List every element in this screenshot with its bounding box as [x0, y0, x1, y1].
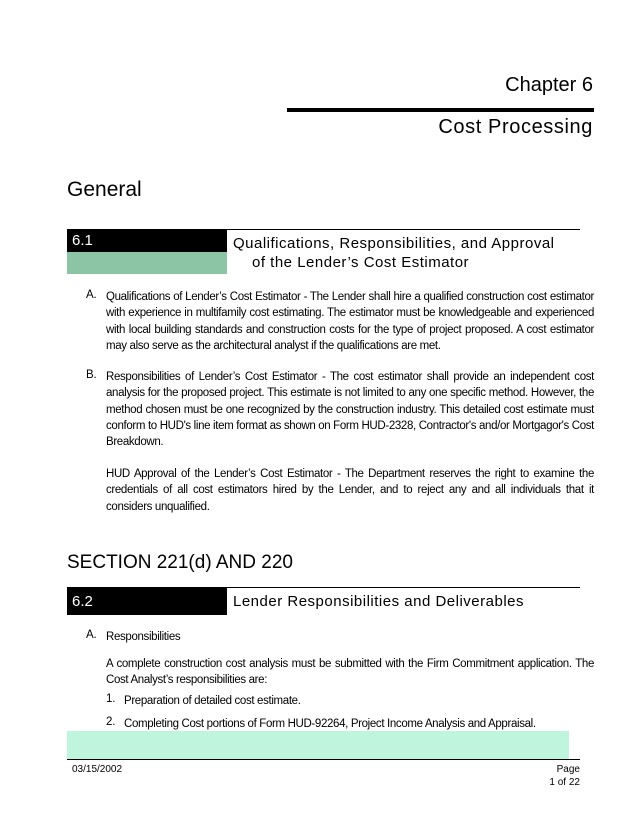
hud-approval-paragraph: HUD Approval of the Lender’s Cost Estimator - The Department reserves the right to examine the credentials of all cost estimators hired by the Lender, and to reject any and all individuals that it considers unqualified. [106, 468, 594, 513]
footer-date: 03/15/2002 [72, 764, 123, 775]
chapter-divider [287, 108, 594, 112]
chapter-number: Chapter 6 [505, 74, 593, 96]
step-2-marker: 2. [106, 716, 116, 728]
footer-page-label: Page [556, 764, 580, 775]
section-6-1-number: 6.1 [67, 230, 227, 252]
step-1-text: Preparation of detailed cost estimate. [124, 695, 301, 707]
section-6-1-title-line1: Qualifications, Responsibilities, and Approval [233, 235, 555, 252]
bottom-green-bar [67, 731, 569, 759]
responsibilities-intro: A complete construction cost analysis must be submitted with the Firm Commitment application. The Cost Analyst’s responsibilities are: [106, 658, 594, 687]
item-a-marker-6-2: A. [86, 629, 97, 641]
footer-page-count: 1 of 22 [549, 777, 580, 788]
step-1-marker: 1. [106, 693, 116, 705]
chapter-title: Cost Processing [438, 116, 593, 138]
section-heading: SECTION 221(d) AND 220 [67, 552, 293, 573]
item-b-marker: B. [86, 369, 97, 381]
general-heading: General [67, 178, 142, 201]
responsibilities-label: Responsibilities [106, 631, 181, 643]
section-6-1-title-line2: of the Lender’s Cost Estimator [252, 254, 470, 271]
section-6-2-title: Lender Responsibilities and Deliverables [233, 593, 524, 610]
item-a-paragraph: Qualifications of Lender’s Cost Estimator - The Lender shall hire a qualified construction cost estimator with experience in multifamily cost estimating. The estimator must be knowledgeable and experienced with local building standards and construction costs for the type of project proposed. A cost estimator may also serve as the architectural analyst if the qualifications are met. [106, 291, 594, 352]
item-a-marker: A. [86, 289, 97, 301]
item-b-paragraph: Responsibilities of Lender’s Cost Estimator - The cost estimator shall provide an independent cost analysis for the proposed project. This estimate is not limited to any one specific method. However, the method chosen must be one recognized by the construction industry. This detailed cost estimate must conform to HUD's line item format as shown on Form HUD-2328, Contractor's and/or Mortgagor's Cost Breakdown. [106, 371, 594, 449]
step-2-text: Completing Cost portions of Form HUD-92264, Project Income Analysis and Appraisal. [124, 718, 536, 730]
footer-rule [67, 759, 580, 760]
section-6-1-green-bar [67, 252, 227, 274]
section-6-2-number: 6.2 [67, 588, 227, 615]
